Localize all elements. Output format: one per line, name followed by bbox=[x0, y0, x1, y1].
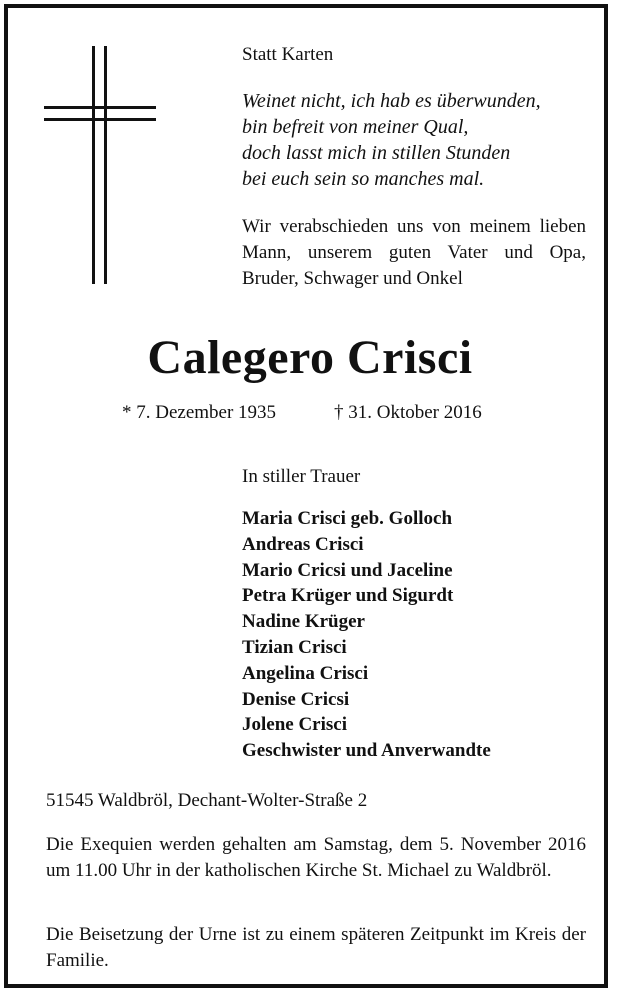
mourner-name: Maria Crisci geb. Golloch bbox=[242, 508, 453, 529]
obituary-notice bbox=[4, 4, 608, 988]
mourners-list bbox=[242, 506, 491, 764]
mourner-name: Angelina Crisci bbox=[242, 662, 369, 684]
mourner-name: Nadine Krüger bbox=[242, 611, 365, 633]
mourner-name: Jolene Crisci bbox=[242, 714, 348, 736]
burial-text: Die Beisetzung der Urne ist zu einem späteren Zeitpunkt im Kreis der Familie. bbox=[46, 924, 586, 971]
verse-line: bin befreit von meiner Qual, bbox=[242, 116, 469, 138]
verse-line: bei euch sein so manches mal. bbox=[242, 168, 485, 190]
mourner-name: Mario Cricsi und Jaceline bbox=[242, 559, 453, 581]
verse bbox=[242, 88, 541, 192]
deceased-name: Calegero Crisci bbox=[147, 331, 473, 384]
statt-karten: Statt Karten bbox=[242, 44, 334, 65]
death-date: † 31. Oktober 2016 bbox=[334, 402, 482, 423]
verse-line: Weinet nicht, ich hab es überwunden, bbox=[242, 90, 541, 112]
verse-line: doch lasst mich in stillen Stunden bbox=[242, 142, 511, 164]
mourner-name: Denise Cricsi bbox=[242, 688, 350, 710]
birth-date: * 7. Dezember 1935 bbox=[122, 402, 277, 423]
mourner-name: Tizian Crisci bbox=[242, 636, 347, 658]
family-address: 51545 Waldbröl, Dechant-Wolter-Straße 2 bbox=[46, 790, 368, 811]
mourner-name: Geschwister und Anverwandte bbox=[242, 740, 491, 762]
cross-icon bbox=[44, 46, 108, 286]
mourning-heading: In stiller Trauer bbox=[242, 466, 361, 487]
intro-text: Wir verabschieden uns von meinem lieben Mann, unserem guten Vater und Opa, Bruder, Schwager und Onkel bbox=[242, 216, 586, 289]
funeral-service-text: Die Exequien werden gehalten am Samstag, dem 5. November 2016 um 11.00 Uhr in der katholischen Kirche St. Michael zu Waldbröl. bbox=[46, 834, 586, 881]
mourner-name: Andreas Crisci bbox=[242, 533, 364, 555]
mourner-name: Petra Krüger und Sigurdt bbox=[242, 585, 454, 607]
